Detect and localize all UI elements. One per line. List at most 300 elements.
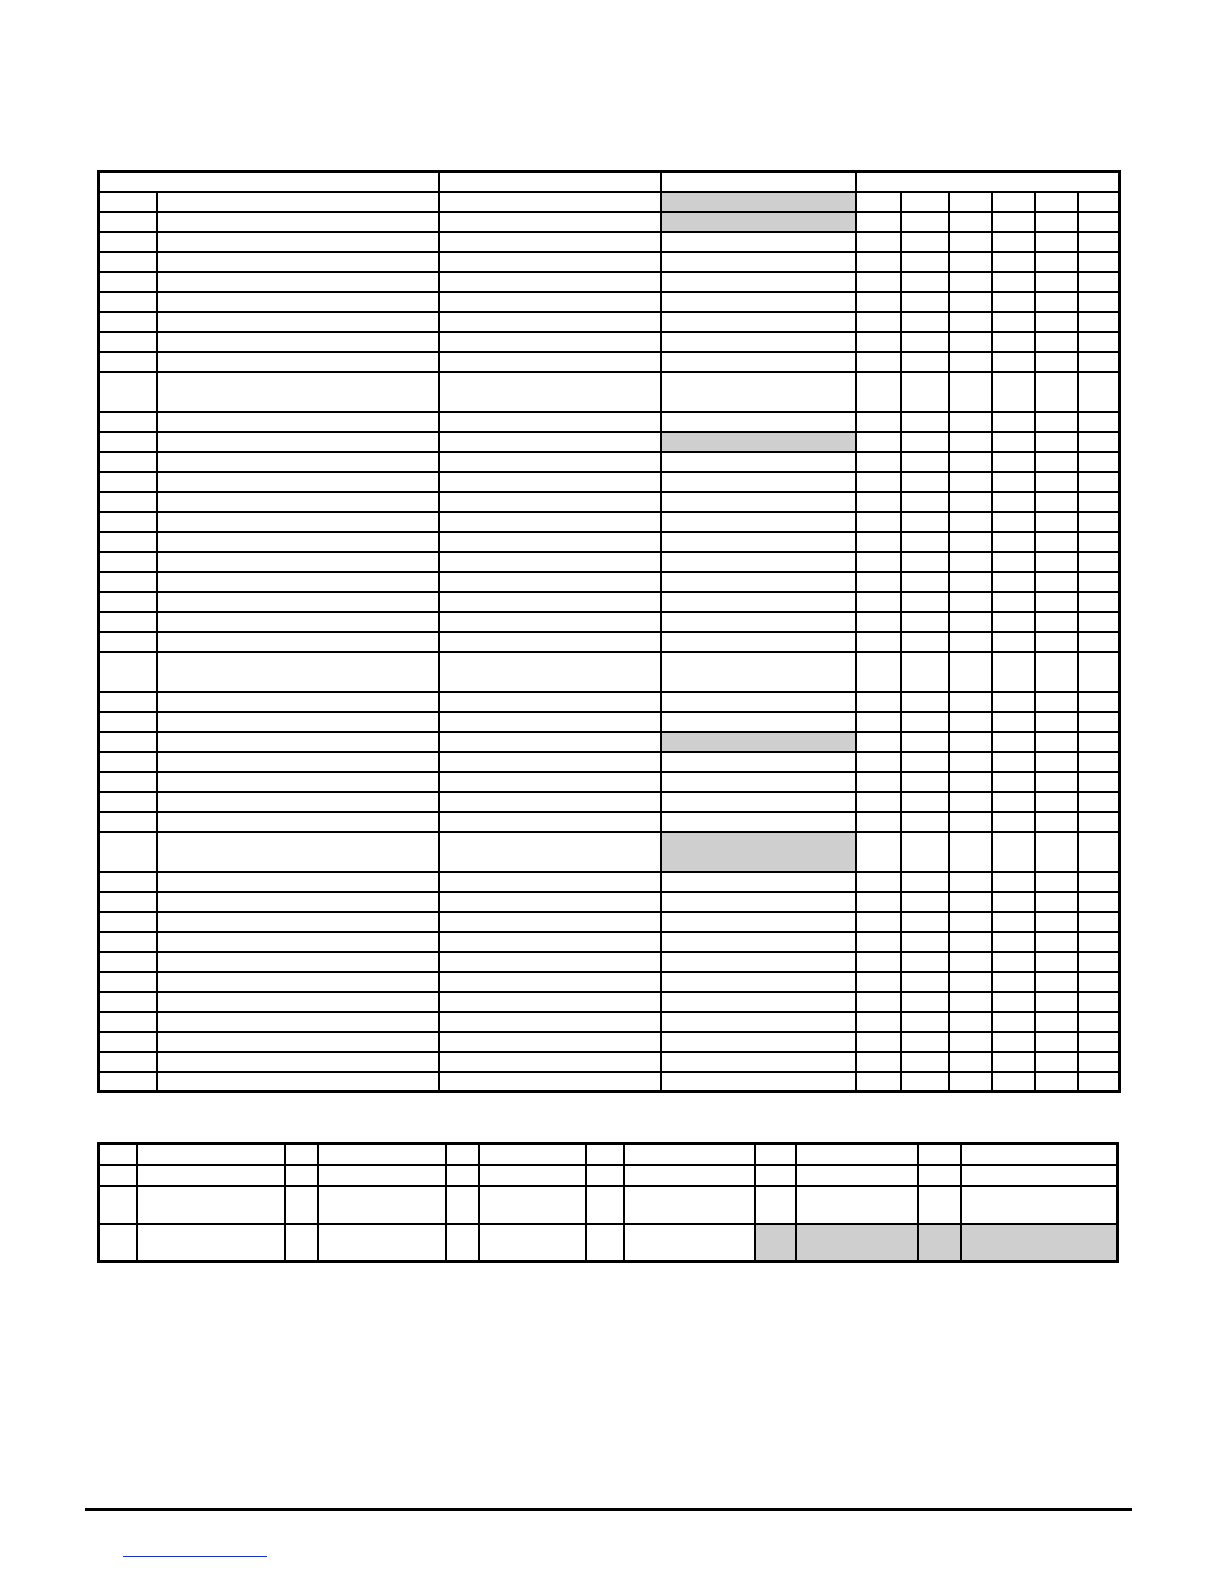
form-cell[interactable] (901, 252, 949, 272)
form-cell[interactable] (1078, 912, 1120, 932)
form-cell[interactable] (1035, 992, 1078, 1012)
form-cell[interactable] (661, 272, 856, 292)
form-cell[interactable] (661, 1032, 856, 1052)
form-cell[interactable] (99, 472, 157, 492)
form-cell[interactable] (439, 872, 661, 892)
form-cell[interactable] (949, 632, 992, 652)
form-cell[interactable] (992, 272, 1035, 292)
form-cell[interactable] (1078, 732, 1120, 752)
form-cell[interactable] (157, 1032, 439, 1052)
form-cell[interactable] (661, 1072, 856, 1092)
form-cell[interactable] (856, 872, 901, 892)
form-cell[interactable] (856, 592, 901, 612)
form-cell[interactable] (949, 1032, 992, 1052)
summary-cell[interactable] (479, 1224, 586, 1262)
form-cell[interactable] (1035, 452, 1078, 472)
form-cell[interactable] (992, 192, 1035, 212)
form-cell[interactable] (1078, 272, 1120, 292)
form-cell[interactable] (439, 512, 661, 532)
form-cell[interactable] (949, 232, 992, 252)
form-cell[interactable] (949, 932, 992, 952)
form-cell[interactable] (157, 212, 439, 232)
form-cell[interactable] (1078, 532, 1120, 552)
form-cell[interactable] (157, 372, 439, 412)
form-cell[interactable] (856, 552, 901, 572)
form-cell[interactable] (157, 1072, 439, 1092)
form-cell[interactable] (1035, 532, 1078, 552)
form-cell[interactable] (99, 232, 157, 252)
form-cell[interactable] (901, 492, 949, 512)
form-cell[interactable] (157, 832, 439, 872)
form-cell[interactable] (1035, 552, 1078, 572)
form-cell[interactable] (1078, 572, 1120, 592)
form-cell[interactable] (1035, 692, 1078, 712)
form-cell[interactable] (661, 692, 856, 712)
form-cell[interactable] (949, 952, 992, 972)
form-cell[interactable] (901, 572, 949, 592)
form-cell[interactable] (949, 192, 992, 212)
form-cell[interactable] (856, 432, 901, 452)
form-cell[interactable] (949, 532, 992, 552)
form-cell[interactable] (439, 932, 661, 952)
summary-cell[interactable] (285, 1224, 318, 1262)
form-cell[interactable] (856, 832, 901, 872)
form-cell[interactable] (99, 792, 157, 812)
form-cell[interactable] (949, 872, 992, 892)
form-cell[interactable] (439, 952, 661, 972)
form-cell[interactable] (157, 292, 439, 312)
form-cell[interactable] (949, 452, 992, 472)
form-cell[interactable] (1035, 292, 1078, 312)
summary-cell[interactable] (285, 1186, 318, 1224)
form-cell[interactable] (99, 1072, 157, 1092)
form-cell[interactable] (157, 472, 439, 492)
form-cell[interactable] (992, 452, 1035, 472)
form-cell[interactable] (901, 772, 949, 792)
form-cell[interactable] (992, 1052, 1035, 1072)
form-cell[interactable] (992, 732, 1035, 752)
summary-cell[interactable] (586, 1165, 624, 1186)
form-cell[interactable] (1035, 592, 1078, 612)
form-cell[interactable] (99, 612, 157, 632)
form-cell[interactable] (856, 452, 901, 472)
summary-cell[interactable] (137, 1224, 285, 1262)
form-cell[interactable] (439, 1072, 661, 1092)
form-cell[interactable] (439, 472, 661, 492)
form-cell[interactable] (901, 1052, 949, 1072)
form-cell[interactable] (99, 432, 157, 452)
summary-cell[interactable] (99, 1186, 137, 1224)
form-cell[interactable] (661, 932, 856, 952)
form-cell[interactable] (439, 232, 661, 252)
form-cell[interactable] (992, 1032, 1035, 1052)
form-cell[interactable] (661, 352, 856, 372)
form-cell[interactable] (949, 292, 992, 312)
form-cell[interactable] (439, 332, 661, 352)
form-cell[interactable] (949, 912, 992, 932)
form-cell[interactable] (1078, 252, 1120, 272)
form-cell[interactable] (99, 1052, 157, 1072)
form-cell[interactable] (856, 512, 901, 532)
form-cell[interactable] (439, 732, 661, 752)
form-cell[interactable] (157, 772, 439, 792)
form-cell[interactable] (99, 812, 157, 832)
form-cell[interactable] (1078, 872, 1120, 892)
form-cell[interactable] (99, 272, 157, 292)
summary-cell[interactable] (796, 1165, 918, 1186)
form-cell[interactable] (1035, 972, 1078, 992)
form-cell[interactable] (901, 652, 949, 692)
form-cell[interactable] (99, 652, 157, 692)
form-cell[interactable] (439, 612, 661, 632)
summary-cell[interactable] (479, 1165, 586, 1186)
form-cell[interactable] (856, 912, 901, 932)
form-cell[interactable] (439, 752, 661, 772)
form-cell[interactable] (949, 332, 992, 352)
form-cell[interactable] (99, 912, 157, 932)
form-cell[interactable] (439, 832, 661, 872)
form-cell[interactable] (661, 232, 856, 252)
form-cell[interactable] (439, 1032, 661, 1052)
summary-cell[interactable] (624, 1165, 755, 1186)
form-cell[interactable] (856, 692, 901, 712)
form-cell[interactable] (901, 712, 949, 732)
form-cell[interactable] (157, 432, 439, 452)
form-cell[interactable] (949, 412, 992, 432)
form-cell[interactable] (992, 512, 1035, 532)
form-cell[interactable] (901, 1072, 949, 1092)
form-cell[interactable] (1078, 412, 1120, 432)
form-cell[interactable] (1035, 912, 1078, 932)
form-cell[interactable] (901, 372, 949, 412)
form-cell[interactable] (661, 252, 856, 272)
form-cell[interactable] (661, 292, 856, 312)
form-cell[interactable] (1035, 372, 1078, 412)
form-cell[interactable] (439, 272, 661, 292)
form-cell[interactable] (856, 812, 901, 832)
form-cell[interactable] (661, 372, 856, 412)
form-cell[interactable] (661, 752, 856, 772)
form-cell[interactable] (99, 952, 157, 972)
form-cell[interactable] (157, 192, 439, 212)
form-cell[interactable] (99, 572, 157, 592)
form-cell[interactable] (949, 712, 992, 732)
form-cell[interactable] (1035, 492, 1078, 512)
form-cell[interactable] (99, 712, 157, 732)
form-cell[interactable] (1035, 252, 1078, 272)
form-cell[interactable] (992, 912, 1035, 932)
form-cell[interactable] (992, 332, 1035, 352)
form-cell[interactable] (439, 352, 661, 372)
header-cell-1[interactable] (439, 172, 661, 192)
form-cell[interactable] (1078, 992, 1120, 1012)
form-cell[interactable] (99, 732, 157, 752)
form-cell[interactable] (439, 492, 661, 512)
form-cell[interactable] (901, 212, 949, 232)
summary-cell[interactable] (624, 1186, 755, 1224)
form-cell[interactable] (901, 472, 949, 492)
form-cell[interactable] (661, 212, 856, 232)
form-cell[interactable] (856, 1012, 901, 1032)
form-cell[interactable] (157, 252, 439, 272)
form-cell[interactable] (439, 192, 661, 212)
form-cell[interactable] (992, 432, 1035, 452)
form-cell[interactable] (157, 352, 439, 372)
summary-cell[interactable] (918, 1165, 961, 1186)
form-cell[interactable] (901, 232, 949, 252)
form-cell[interactable] (949, 472, 992, 492)
form-cell[interactable] (661, 652, 856, 692)
form-cell[interactable] (1078, 1032, 1120, 1052)
summary-cell[interactable] (318, 1144, 446, 1165)
form-cell[interactable] (901, 452, 949, 472)
form-cell[interactable] (1078, 472, 1120, 492)
form-cell[interactable] (949, 352, 992, 372)
form-cell[interactable] (1035, 1032, 1078, 1052)
form-cell[interactable] (992, 712, 1035, 732)
form-cell[interactable] (1035, 1072, 1078, 1092)
form-cell[interactable] (439, 692, 661, 712)
form-cell[interactable] (1035, 432, 1078, 452)
form-cell[interactable] (99, 1032, 157, 1052)
form-cell[interactable] (949, 252, 992, 272)
form-cell[interactable] (949, 832, 992, 872)
form-cell[interactable] (1078, 932, 1120, 952)
form-cell[interactable] (856, 972, 901, 992)
form-cell[interactable] (1035, 632, 1078, 652)
form-cell[interactable] (1078, 952, 1120, 972)
form-cell[interactable] (99, 372, 157, 412)
form-cell[interactable] (1078, 352, 1120, 372)
form-cell[interactable] (439, 632, 661, 652)
form-cell[interactable] (1078, 212, 1120, 232)
form-cell[interactable] (1078, 792, 1120, 812)
form-cell[interactable] (1078, 372, 1120, 412)
summary-cell[interactable] (318, 1165, 446, 1186)
form-cell[interactable] (1078, 592, 1120, 612)
form-cell[interactable] (661, 532, 856, 552)
form-cell[interactable] (157, 272, 439, 292)
form-cell[interactable] (901, 532, 949, 552)
form-cell[interactable] (1035, 192, 1078, 212)
form-cell[interactable] (99, 352, 157, 372)
form-cell[interactable] (1035, 712, 1078, 732)
summary-cell[interactable] (285, 1165, 318, 1186)
form-cell[interactable] (992, 252, 1035, 272)
form-cell[interactable] (1035, 612, 1078, 632)
form-cell[interactable] (99, 992, 157, 1012)
form-cell[interactable] (99, 592, 157, 612)
form-cell[interactable] (992, 932, 1035, 952)
form-cell[interactable] (157, 232, 439, 252)
form-cell[interactable] (157, 752, 439, 772)
form-cell[interactable] (901, 792, 949, 812)
summary-cell[interactable] (796, 1144, 918, 1165)
form-cell[interactable] (856, 952, 901, 972)
form-cell[interactable] (1078, 652, 1120, 692)
form-cell[interactable] (157, 652, 439, 692)
form-cell[interactable] (661, 412, 856, 432)
form-cell[interactable] (856, 192, 901, 212)
summary-cell[interactable] (796, 1224, 918, 1262)
form-cell[interactable] (99, 212, 157, 232)
summary-cell[interactable] (624, 1224, 755, 1262)
form-cell[interactable] (992, 312, 1035, 332)
form-cell[interactable] (99, 972, 157, 992)
summary-cell[interactable] (137, 1165, 285, 1186)
form-cell[interactable] (992, 972, 1035, 992)
form-cell[interactable] (439, 892, 661, 912)
form-cell[interactable] (99, 512, 157, 532)
form-cell[interactable] (1078, 232, 1120, 252)
form-cell[interactable] (1078, 332, 1120, 352)
form-cell[interactable] (99, 412, 157, 432)
form-cell[interactable] (856, 292, 901, 312)
summary-cell[interactable] (318, 1224, 446, 1262)
form-cell[interactable] (99, 492, 157, 512)
footer-link-underline[interactable] (123, 1556, 267, 1557)
form-cell[interactable] (157, 952, 439, 972)
form-cell[interactable] (901, 752, 949, 772)
summary-cell[interactable] (446, 1165, 479, 1186)
form-cell[interactable] (901, 812, 949, 832)
form-cell[interactable] (1035, 212, 1078, 232)
form-cell[interactable] (157, 492, 439, 512)
form-cell[interactable] (992, 952, 1035, 972)
form-cell[interactable] (99, 312, 157, 332)
form-cell[interactable] (901, 312, 949, 332)
form-cell[interactable] (992, 692, 1035, 712)
summary-cell[interactable] (479, 1144, 586, 1165)
form-cell[interactable] (992, 872, 1035, 892)
form-cell[interactable] (949, 612, 992, 632)
form-cell[interactable] (439, 772, 661, 792)
form-cell[interactable] (439, 572, 661, 592)
form-cell[interactable] (856, 1032, 901, 1052)
form-cell[interactable] (856, 612, 901, 632)
form-cell[interactable] (1035, 932, 1078, 952)
summary-cell[interactable] (755, 1165, 796, 1186)
form-cell[interactable] (1035, 412, 1078, 432)
form-cell[interactable] (992, 652, 1035, 692)
form-cell[interactable] (856, 892, 901, 912)
form-cell[interactable] (439, 1052, 661, 1072)
form-cell[interactable] (157, 892, 439, 912)
form-cell[interactable] (661, 992, 856, 1012)
form-cell[interactable] (439, 592, 661, 612)
form-cell[interactable] (439, 1012, 661, 1032)
summary-cell[interactable] (99, 1165, 137, 1186)
form-cell[interactable] (157, 512, 439, 532)
form-cell[interactable] (439, 452, 661, 472)
summary-cell[interactable] (446, 1144, 479, 1165)
form-cell[interactable] (992, 812, 1035, 832)
form-cell[interactable] (157, 872, 439, 892)
form-cell[interactable] (992, 832, 1035, 872)
form-cell[interactable] (901, 1012, 949, 1032)
form-cell[interactable] (856, 1052, 901, 1072)
form-cell[interactable] (1035, 872, 1078, 892)
form-cell[interactable] (661, 492, 856, 512)
form-cell[interactable] (1035, 732, 1078, 752)
summary-cell[interactable] (961, 1186, 1118, 1224)
form-cell[interactable] (661, 772, 856, 792)
form-cell[interactable] (99, 872, 157, 892)
form-cell[interactable] (661, 312, 856, 332)
form-cell[interactable] (99, 552, 157, 572)
form-cell[interactable] (949, 692, 992, 712)
form-cell[interactable] (1078, 1052, 1120, 1072)
summary-cell[interactable] (755, 1144, 796, 1165)
form-cell[interactable] (99, 252, 157, 272)
form-cell[interactable] (661, 812, 856, 832)
form-cell[interactable] (99, 532, 157, 552)
form-cell[interactable] (856, 992, 901, 1012)
form-cell[interactable] (992, 992, 1035, 1012)
form-cell[interactable] (949, 992, 992, 1012)
form-cell[interactable] (901, 272, 949, 292)
form-cell[interactable] (1035, 572, 1078, 592)
form-cell[interactable] (901, 352, 949, 372)
form-cell[interactable] (901, 952, 949, 972)
form-cell[interactable] (949, 812, 992, 832)
form-cell[interactable] (949, 772, 992, 792)
form-cell[interactable] (992, 492, 1035, 512)
form-cell[interactable] (661, 872, 856, 892)
form-cell[interactable] (901, 612, 949, 632)
form-cell[interactable] (1035, 472, 1078, 492)
form-cell[interactable] (157, 632, 439, 652)
form-cell[interactable] (661, 552, 856, 572)
form-cell[interactable] (439, 532, 661, 552)
form-cell[interactable] (99, 292, 157, 312)
form-cell[interactable] (157, 312, 439, 332)
form-cell[interactable] (856, 532, 901, 552)
form-cell[interactable] (661, 892, 856, 912)
form-cell[interactable] (856, 732, 901, 752)
form-cell[interactable] (856, 632, 901, 652)
form-cell[interactable] (856, 712, 901, 732)
form-cell[interactable] (856, 792, 901, 812)
form-cell[interactable] (901, 872, 949, 892)
summary-cell[interactable] (446, 1224, 479, 1262)
form-cell[interactable] (901, 632, 949, 652)
form-cell[interactable] (949, 212, 992, 232)
form-cell[interactable] (856, 232, 901, 252)
form-cell[interactable] (1078, 772, 1120, 792)
form-cell[interactable] (157, 692, 439, 712)
form-cell[interactable] (949, 372, 992, 412)
header-cell-0[interactable] (99, 172, 439, 192)
form-cell[interactable] (99, 692, 157, 712)
form-cell[interactable] (856, 332, 901, 352)
form-cell[interactable] (439, 812, 661, 832)
form-cell[interactable] (1078, 612, 1120, 632)
form-cell[interactable] (661, 332, 856, 352)
form-cell[interactable] (661, 972, 856, 992)
form-cell[interactable] (992, 552, 1035, 572)
summary-cell[interactable] (961, 1224, 1118, 1262)
form-cell[interactable] (1078, 552, 1120, 572)
form-cell[interactable] (157, 972, 439, 992)
form-cell[interactable] (439, 252, 661, 272)
form-cell[interactable] (949, 512, 992, 532)
form-cell[interactable] (99, 752, 157, 772)
form-cell[interactable] (439, 712, 661, 732)
form-cell[interactable] (992, 292, 1035, 312)
form-cell[interactable] (661, 732, 856, 752)
form-cell[interactable] (949, 592, 992, 612)
